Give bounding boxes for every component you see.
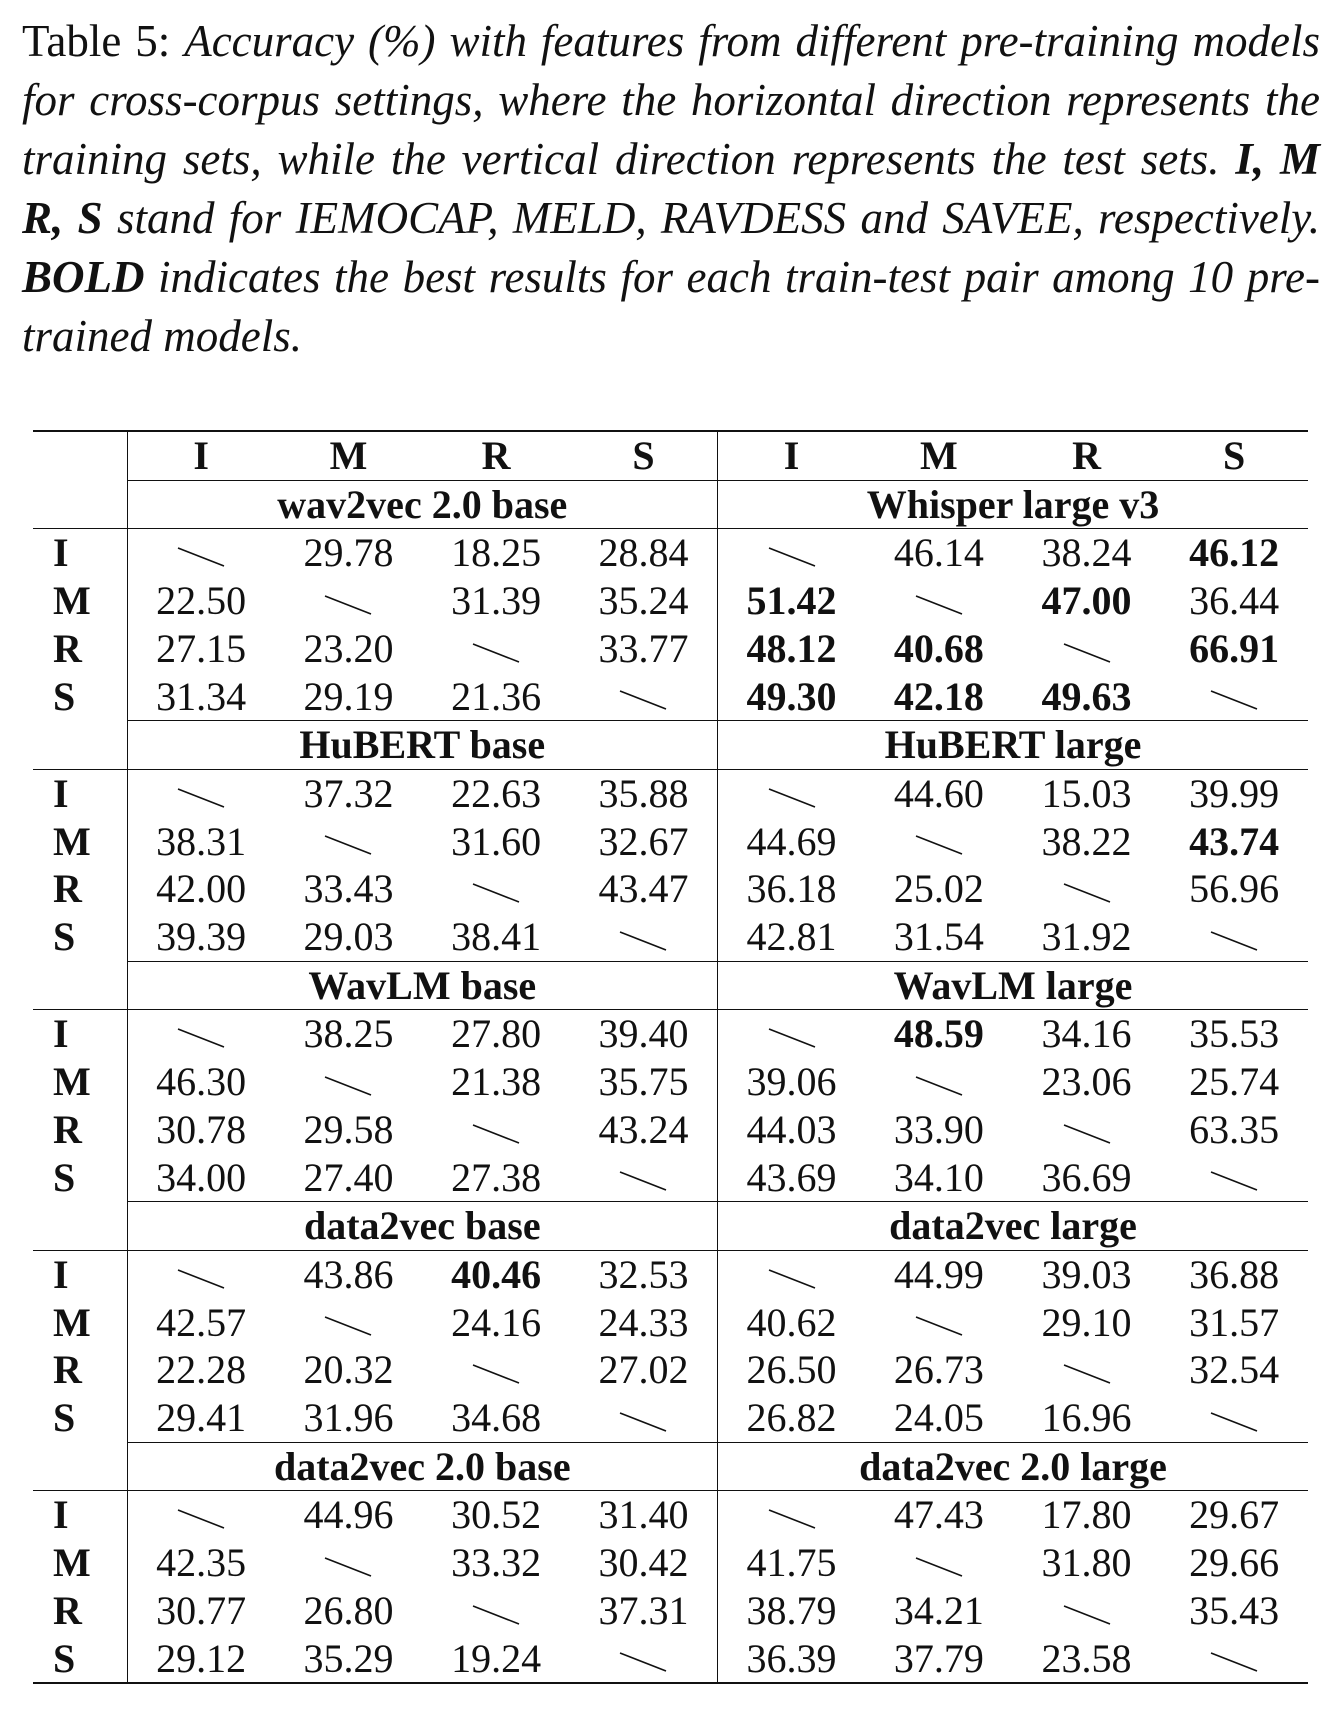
accuracy-cell: 31.39 bbox=[451, 578, 542, 624]
table-row bbox=[33, 865, 1308, 913]
column-header: M bbox=[275, 431, 423, 480]
diagonal-cell bbox=[570, 913, 718, 961]
test-set-label: S bbox=[53, 673, 76, 719]
test-set-label: R bbox=[53, 866, 82, 912]
column-header: R bbox=[1013, 431, 1161, 480]
diagonal-cell bbox=[422, 1346, 570, 1394]
diagonal-cell bbox=[1013, 625, 1161, 673]
accuracy-cell: 38.41 bbox=[451, 914, 542, 960]
accuracy-cell: 21.38 bbox=[451, 1059, 542, 1105]
accuracy-cell: 23.06 bbox=[1041, 1059, 1132, 1105]
accuracy-cell: 66.91 bbox=[1189, 625, 1280, 671]
accuracy-cell: 38.22 bbox=[1041, 818, 1132, 864]
accuracy-cell: 31.80 bbox=[1041, 1540, 1132, 1586]
accuracy-cell: 39.99 bbox=[1160, 769, 1308, 817]
accuracy-cell: 29.78 bbox=[275, 529, 423, 577]
accuracy-cell: 33.32 bbox=[451, 1540, 542, 1586]
accuracy-cell: 39.39 bbox=[127, 913, 275, 961]
diagonal-slash-icon bbox=[1209, 1169, 1259, 1193]
diagonal-slash-icon bbox=[471, 641, 521, 665]
diagonal-cell bbox=[422, 1106, 570, 1154]
diagonal-slash-icon bbox=[618, 929, 668, 953]
model-name: data2vec large bbox=[718, 1202, 1309, 1251]
accuracy-cell: 40.68 bbox=[893, 625, 984, 671]
diagonal-slash-icon bbox=[914, 1074, 964, 1098]
accuracy-cell: 43.74 bbox=[1189, 818, 1280, 864]
table-row bbox=[33, 1635, 1308, 1684]
test-set-label: S bbox=[33, 1635, 127, 1684]
diagonal-cell bbox=[865, 577, 1013, 625]
accuracy-cell: 39.06 bbox=[718, 1058, 866, 1106]
accuracy-cell: 42.18 bbox=[893, 673, 984, 719]
diagonal-slash-icon bbox=[1062, 1603, 1112, 1627]
accuracy-cell: 33.77 bbox=[598, 625, 689, 671]
model-group-row bbox=[33, 721, 1308, 770]
diagonal-cell bbox=[275, 1539, 423, 1587]
accuracy-cell: 29.12 bbox=[127, 1635, 275, 1684]
diagonal-cell bbox=[1160, 673, 1308, 721]
diagonal-cell bbox=[422, 865, 570, 913]
diagonal-slash-icon bbox=[323, 1314, 373, 1338]
diagonal-cell bbox=[1160, 1635, 1308, 1684]
diagonal-slash-icon bbox=[323, 1074, 373, 1098]
accuracy-cell: 37.31 bbox=[598, 1587, 689, 1633]
table-row bbox=[33, 1058, 1308, 1106]
accuracy-cell: 38.31 bbox=[127, 818, 275, 866]
model-group-row bbox=[33, 961, 1308, 1010]
column-header-row bbox=[33, 431, 1308, 480]
accuracy-cell: 49.63 bbox=[1041, 673, 1132, 719]
table-row bbox=[33, 1491, 1308, 1539]
diagonal-slash-icon bbox=[176, 1026, 226, 1050]
accuracy-cell: 31.60 bbox=[451, 818, 542, 864]
accuracy-cell: 34.00 bbox=[127, 1154, 275, 1202]
accuracy-cell: 22.63 bbox=[422, 769, 570, 817]
accuracy-cell: 31.57 bbox=[1189, 1299, 1280, 1345]
cross-corpus-accuracy-table bbox=[33, 430, 1308, 1684]
diagonal-cell bbox=[570, 1635, 718, 1684]
diagonal-slash-icon bbox=[767, 1026, 817, 1050]
test-set-label: I bbox=[33, 1491, 127, 1539]
accuracy-cell: 46.30 bbox=[127, 1058, 275, 1106]
accuracy-cell: 29.66 bbox=[1189, 1540, 1280, 1586]
test-set-label: I bbox=[33, 769, 127, 817]
diagonal-slash-icon bbox=[618, 1410, 668, 1434]
diagonal-cell bbox=[127, 1250, 275, 1298]
diagonal-cell bbox=[570, 673, 718, 721]
accuracy-cell: 39.40 bbox=[570, 1010, 718, 1058]
diagonal-slash-icon bbox=[176, 786, 226, 810]
accuracy-cell: 27.15 bbox=[127, 625, 275, 673]
accuracy-cell: 42.00 bbox=[127, 865, 275, 913]
test-set-label: R bbox=[53, 1587, 82, 1633]
accuracy-cell: 27.80 bbox=[422, 1010, 570, 1058]
model-group-row bbox=[33, 480, 1308, 529]
diagonal-cell bbox=[718, 1491, 866, 1539]
diagonal-cell bbox=[718, 529, 866, 577]
diagonal-cell bbox=[422, 625, 570, 673]
diagonal-cell bbox=[570, 1394, 718, 1442]
accuracy-cell: 37.79 bbox=[865, 1635, 1013, 1684]
row-header-spacer bbox=[33, 480, 127, 529]
accuracy-cell: 28.84 bbox=[570, 529, 718, 577]
accuracy-cell: 30.52 bbox=[422, 1491, 570, 1539]
table-row bbox=[33, 1539, 1308, 1587]
diagonal-cell bbox=[127, 769, 275, 817]
diagonal-cell bbox=[570, 1154, 718, 1202]
model-group-row bbox=[33, 1202, 1308, 1251]
table-row bbox=[33, 913, 1308, 961]
diagonal-slash-icon bbox=[323, 1555, 373, 1579]
diagonal-slash-icon bbox=[914, 833, 964, 857]
accuracy-cell: 63.35 bbox=[1189, 1106, 1280, 1152]
accuracy-cell: 32.53 bbox=[570, 1250, 718, 1298]
test-set-label: S bbox=[53, 1154, 76, 1200]
accuracy-cell: 35.43 bbox=[1189, 1587, 1280, 1633]
accuracy-cell: 40.62 bbox=[718, 1299, 866, 1347]
table-row bbox=[33, 625, 1308, 673]
accuracy-cell: 38.24 bbox=[1013, 529, 1161, 577]
accuracy-cell: 43.86 bbox=[275, 1250, 423, 1298]
accuracy-cell: 38.79 bbox=[718, 1587, 866, 1635]
accuracy-cell: 56.96 bbox=[1189, 866, 1280, 912]
model-name: data2vec 2.0 base bbox=[127, 1442, 717, 1491]
diagonal-slash-icon bbox=[471, 1122, 521, 1146]
accuracy-cell: 48.12 bbox=[718, 625, 866, 673]
diagonal-slash-icon bbox=[1062, 1362, 1112, 1386]
accuracy-cell: 49.30 bbox=[718, 673, 866, 721]
accuracy-cell: 37.32 bbox=[275, 769, 423, 817]
accuracy-cell: 36.44 bbox=[1189, 578, 1280, 624]
accuracy-cell: 31.54 bbox=[893, 914, 984, 960]
diagonal-cell bbox=[1013, 1346, 1161, 1394]
test-set-label: M bbox=[53, 1540, 91, 1586]
diagonal-cell bbox=[275, 577, 423, 625]
test-set-label: I bbox=[33, 1250, 127, 1298]
accuracy-cell: 43.47 bbox=[598, 866, 689, 912]
diagonal-cell bbox=[718, 1250, 866, 1298]
diagonal-cell bbox=[1160, 913, 1308, 961]
diagonal-slash-icon bbox=[914, 1555, 964, 1579]
diagonal-slash-icon bbox=[1062, 881, 1112, 905]
diagonal-cell bbox=[275, 818, 423, 866]
model-name: Whisper large v3 bbox=[718, 480, 1309, 529]
diagonal-slash-icon bbox=[618, 1650, 668, 1674]
accuracy-cell: 32.54 bbox=[1189, 1347, 1280, 1393]
accuracy-cell: 19.24 bbox=[422, 1635, 570, 1684]
accuracy-cell: 46.12 bbox=[1160, 529, 1308, 577]
diagonal-slash-icon bbox=[1209, 929, 1259, 953]
model-group-row bbox=[33, 1442, 1308, 1491]
test-set-label: R bbox=[53, 625, 82, 671]
column-header: S bbox=[1160, 431, 1308, 480]
diagonal-slash-icon bbox=[1209, 1650, 1259, 1674]
accuracy-cell: 31.96 bbox=[303, 1395, 394, 1441]
diagonal-slash-icon bbox=[767, 545, 817, 569]
accuracy-cell: 43.69 bbox=[718, 1154, 866, 1202]
diagonal-slash-icon bbox=[1062, 641, 1112, 665]
accuracy-cell: 51.42 bbox=[718, 577, 866, 625]
accuracy-cell: 48.59 bbox=[865, 1010, 1013, 1058]
accuracy-cell: 18.25 bbox=[422, 529, 570, 577]
accuracy-cell: 33.90 bbox=[893, 1106, 984, 1152]
table-row bbox=[33, 1587, 1308, 1635]
accuracy-cell: 16.96 bbox=[1041, 1395, 1132, 1441]
test-set-label: M bbox=[53, 578, 91, 624]
accuracy-cell: 34.21 bbox=[893, 1587, 984, 1633]
model-name: wav2vec 2.0 base bbox=[127, 480, 717, 529]
accuracy-cell: 38.25 bbox=[275, 1010, 423, 1058]
diagonal-cell bbox=[1013, 1587, 1161, 1635]
model-name: data2vec 2.0 large bbox=[718, 1442, 1309, 1491]
diagonal-cell bbox=[1160, 1394, 1308, 1442]
accuracy-cell: 31.92 bbox=[1041, 914, 1132, 960]
diagonal-slash-icon bbox=[471, 881, 521, 905]
caption-text-2: stand for IEMOCAP, MELD, RAVDESS and SAVEE, respectively. bbox=[116, 193, 1321, 243]
table-row bbox=[33, 1154, 1308, 1202]
diagonal-cell bbox=[422, 1587, 570, 1635]
table-row bbox=[33, 1106, 1308, 1154]
accuracy-cell: 35.24 bbox=[598, 578, 689, 624]
accuracy-cell: 15.03 bbox=[1013, 769, 1161, 817]
accuracy-cell: 26.50 bbox=[718, 1346, 866, 1394]
test-set-label: M bbox=[53, 1059, 91, 1105]
table-row bbox=[33, 1010, 1308, 1058]
test-set-label: R bbox=[53, 1347, 82, 1393]
accuracy-cell: 27.40 bbox=[303, 1154, 394, 1200]
accuracy-cell: 29.41 bbox=[127, 1394, 275, 1442]
corner-cell bbox=[33, 431, 127, 480]
table-row bbox=[33, 1250, 1308, 1298]
diagonal-slash-icon bbox=[767, 1267, 817, 1291]
test-set-label: M bbox=[53, 1299, 91, 1345]
diagonal-cell bbox=[865, 1539, 1013, 1587]
column-header: S bbox=[570, 431, 718, 480]
accuracy-cell: 27.02 bbox=[598, 1347, 689, 1393]
diagonal-cell bbox=[718, 769, 866, 817]
accuracy-cell: 24.33 bbox=[598, 1299, 689, 1345]
accuracy-cell: 36.18 bbox=[718, 865, 866, 913]
table-row bbox=[33, 1394, 1308, 1442]
accuracy-cell: 23.20 bbox=[303, 625, 394, 671]
accuracy-cell: 21.36 bbox=[451, 673, 542, 719]
table-row bbox=[33, 577, 1308, 625]
accuracy-cell: 44.99 bbox=[865, 1250, 1013, 1298]
accuracy-cell: 29.03 bbox=[303, 914, 394, 960]
accuracy-cell: 43.24 bbox=[598, 1106, 689, 1152]
accuracy-cell: 46.14 bbox=[865, 529, 1013, 577]
diagonal-cell bbox=[127, 1010, 275, 1058]
accuracy-cell: 27.38 bbox=[451, 1154, 542, 1200]
diagonal-cell bbox=[865, 1058, 1013, 1106]
accuracy-cell: 32.67 bbox=[598, 818, 689, 864]
diagonal-slash-icon bbox=[323, 593, 373, 617]
caption-corpus-codes: I, M R, S bbox=[22, 134, 1321, 243]
accuracy-cell: 47.00 bbox=[1041, 578, 1132, 624]
diagonal-cell bbox=[865, 818, 1013, 866]
accuracy-cell: 42.57 bbox=[127, 1299, 275, 1347]
diagonal-cell bbox=[1013, 865, 1161, 913]
test-set-label: I bbox=[33, 529, 127, 577]
diagonal-cell bbox=[127, 1491, 275, 1539]
table-caption bbox=[22, 12, 1320, 366]
diagonal-slash-icon bbox=[914, 1314, 964, 1338]
diagonal-cell bbox=[275, 1058, 423, 1106]
test-set-label: R bbox=[53, 1106, 82, 1152]
diagonal-slash-icon bbox=[1209, 688, 1259, 712]
accuracy-cell: 42.35 bbox=[127, 1539, 275, 1587]
model-name: HuBERT large bbox=[718, 721, 1309, 770]
accuracy-cell: 24.05 bbox=[893, 1395, 984, 1441]
column-header: R bbox=[422, 431, 570, 480]
diagonal-slash-icon bbox=[471, 1603, 521, 1627]
accuracy-cell: 25.74 bbox=[1189, 1059, 1280, 1105]
model-name: WavLM large bbox=[718, 961, 1309, 1010]
accuracy-cell: 24.16 bbox=[451, 1299, 542, 1345]
diagonal-cell bbox=[1160, 1154, 1308, 1202]
accuracy-cell: 26.82 bbox=[718, 1394, 866, 1442]
table-row bbox=[33, 1299, 1308, 1347]
accuracy-cell: 40.46 bbox=[422, 1250, 570, 1298]
accuracy-cell: 36.69 bbox=[1041, 1154, 1132, 1200]
diagonal-cell bbox=[1013, 1106, 1161, 1154]
accuracy-cell: 26.80 bbox=[303, 1587, 394, 1633]
accuracy-cell: 20.32 bbox=[303, 1347, 394, 1393]
accuracy-cell: 23.58 bbox=[1013, 1635, 1161, 1684]
test-set-label: S bbox=[53, 1395, 76, 1441]
test-set-label: I bbox=[33, 1010, 127, 1058]
diagonal-slash-icon bbox=[176, 545, 226, 569]
accuracy-cell: 44.96 bbox=[275, 1491, 423, 1539]
diagonal-slash-icon bbox=[1062, 1122, 1112, 1146]
diagonal-slash-icon bbox=[176, 1267, 226, 1291]
accuracy-cell: 22.50 bbox=[127, 577, 275, 625]
column-header: I bbox=[127, 431, 275, 480]
accuracy-cell: 35.75 bbox=[598, 1059, 689, 1105]
accuracy-cell: 31.40 bbox=[570, 1491, 718, 1539]
caption-text-1: Accuracy (%) with features from different pre-training models for cross-corpus settings, where the horizontal direction represents the training sets, while the vertical direction represents the test sets. bbox=[22, 16, 1320, 184]
accuracy-cell: 33.43 bbox=[303, 866, 394, 912]
row-header-spacer bbox=[33, 1202, 127, 1251]
accuracy-cell: 30.78 bbox=[127, 1106, 275, 1154]
diagonal-cell bbox=[865, 1299, 1013, 1347]
test-set-label: M bbox=[53, 818, 91, 864]
accuracy-cell: 29.19 bbox=[303, 673, 394, 719]
accuracy-cell: 26.73 bbox=[893, 1347, 984, 1393]
accuracy-cell: 25.02 bbox=[893, 866, 984, 912]
row-header-spacer bbox=[33, 721, 127, 770]
table-row bbox=[33, 769, 1308, 817]
test-set-label: S bbox=[53, 914, 76, 960]
diagonal-cell bbox=[127, 529, 275, 577]
accuracy-cell: 17.80 bbox=[1013, 1491, 1161, 1539]
accuracy-cell: 34.16 bbox=[1013, 1010, 1161, 1058]
accuracy-cell: 39.03 bbox=[1013, 1250, 1161, 1298]
diagonal-slash-icon bbox=[914, 593, 964, 617]
accuracy-cell: 30.77 bbox=[127, 1587, 275, 1635]
column-header: I bbox=[718, 431, 866, 480]
accuracy-cell: 47.43 bbox=[865, 1491, 1013, 1539]
diagonal-slash-icon bbox=[767, 1507, 817, 1531]
diagonal-slash-icon bbox=[471, 1362, 521, 1386]
accuracy-cell: 41.75 bbox=[718, 1539, 866, 1587]
accuracy-cell: 44.69 bbox=[718, 818, 866, 866]
diagonal-slash-icon bbox=[618, 1169, 668, 1193]
table-row bbox=[33, 673, 1308, 721]
accuracy-cell: 29.58 bbox=[303, 1106, 394, 1152]
model-name: WavLM base bbox=[127, 961, 717, 1010]
accuracy-cell: 35.53 bbox=[1160, 1010, 1308, 1058]
accuracy-cell: 36.88 bbox=[1160, 1250, 1308, 1298]
model-name: HuBERT base bbox=[127, 721, 717, 770]
row-header-spacer bbox=[33, 1442, 127, 1491]
diagonal-slash-icon bbox=[176, 1507, 226, 1531]
caption-label: Table 5: bbox=[22, 16, 171, 66]
accuracy-cell: 44.60 bbox=[865, 769, 1013, 817]
accuracy-cell: 31.34 bbox=[127, 673, 275, 721]
accuracy-cell: 29.10 bbox=[1041, 1299, 1132, 1345]
caption-bold-word: BOLD bbox=[22, 252, 145, 302]
accuracy-cell: 42.81 bbox=[718, 913, 866, 961]
table-row bbox=[33, 529, 1308, 577]
accuracy-cell: 35.88 bbox=[570, 769, 718, 817]
accuracy-cell: 30.42 bbox=[598, 1540, 689, 1586]
accuracy-cell: 44.03 bbox=[718, 1106, 866, 1154]
model-name: data2vec base bbox=[127, 1202, 717, 1251]
column-header: M bbox=[865, 431, 1013, 480]
diagonal-slash-icon bbox=[1209, 1410, 1259, 1434]
accuracy-cell: 36.39 bbox=[718, 1635, 866, 1684]
diagonal-cell bbox=[275, 1299, 423, 1347]
diagonal-slash-icon bbox=[323, 833, 373, 857]
accuracy-cell: 34.10 bbox=[893, 1154, 984, 1200]
caption-text-3: indicates the best results for each train-test pair among 10 pre-trained models. bbox=[22, 252, 1320, 361]
table-row bbox=[33, 1346, 1308, 1394]
accuracy-cell: 35.29 bbox=[275, 1635, 423, 1684]
diagonal-slash-icon bbox=[767, 786, 817, 810]
accuracy-cell: 22.28 bbox=[127, 1346, 275, 1394]
row-header-spacer bbox=[33, 961, 127, 1010]
accuracy-cell: 34.68 bbox=[451, 1395, 542, 1441]
diagonal-cell bbox=[718, 1010, 866, 1058]
table-row bbox=[33, 818, 1308, 866]
accuracy-cell: 29.67 bbox=[1160, 1491, 1308, 1539]
diagonal-slash-icon bbox=[618, 688, 668, 712]
